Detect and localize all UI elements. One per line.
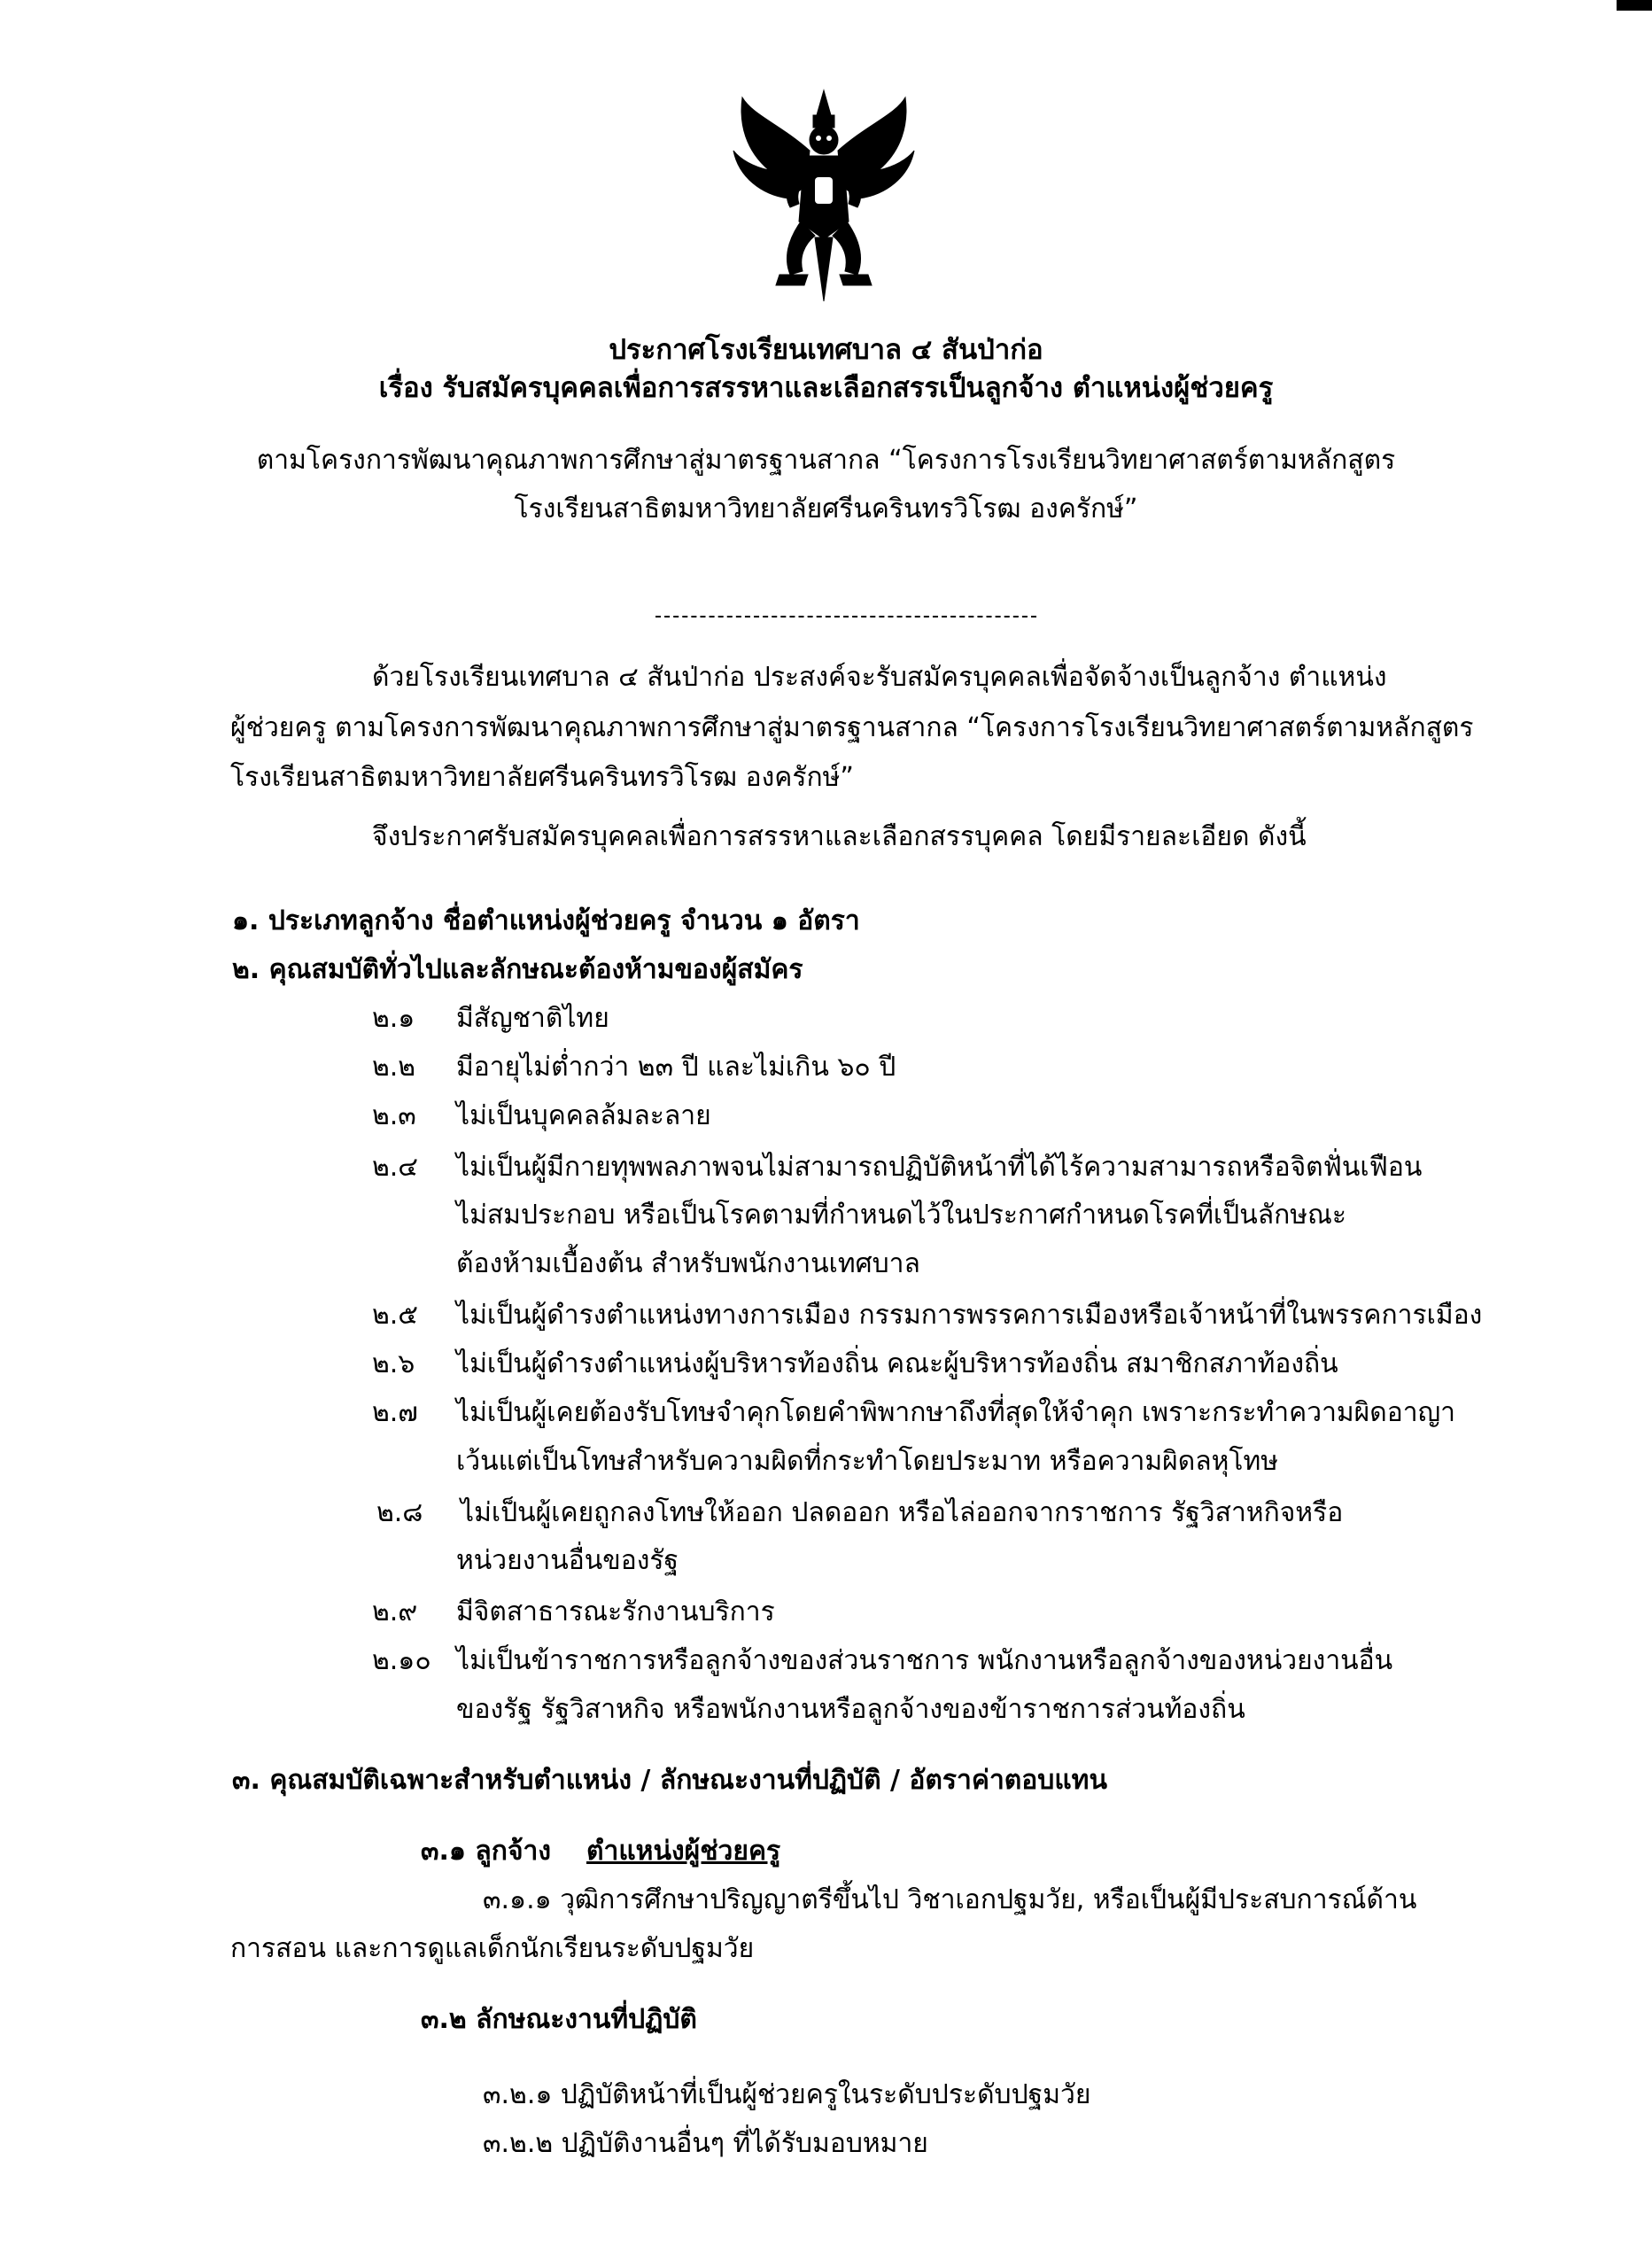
scan-corner-mark bbox=[1617, 0, 1652, 11]
header-divider bbox=[655, 616, 1036, 617]
announcement-title: ประกาศโรงเรียนเทศบาล ๔ สันป่าก่อ bbox=[609, 334, 1043, 366]
project-line-2: โรงเรียนสาธิตมหาวิทยาลัยศรีนครินทรวิโรฒ องครักษ์” bbox=[514, 493, 1138, 524]
item-2-10-line-2: ของรัฐ รัฐวิสาหกิจ หรือพนักงานหรือลูกจ้างของข้าราชการส่วนท้องถิ่น bbox=[456, 1694, 1245, 1725]
position-title: ตำแหน่งผู้ช่วยครู bbox=[586, 1836, 781, 1867]
garuda-emblem-icon bbox=[726, 89, 921, 310]
item-2-8: ๒.๘ ไม่เป็นผู้เคยถูกลงโทษให้ออก ปลดออก หรือไล่ออกจากราชการ รัฐวิสาหกิจหรือ bbox=[376, 1497, 1344, 1528]
intro-line-4: จึงประกาศรับสมัครบุคคลเพื่อการสรรหาและเลือกสรรบุคคล โดยมีรายละเอียด ดังนี้ bbox=[372, 821, 1307, 852]
item-2-9: ๒.๙ มีจิตสาธารณะรักงานบริการ bbox=[372, 1596, 775, 1627]
item-2-5: ๒.๕ ไม่เป็นผู้ดำรงตำแหน่งทางการเมือง กรรมการพรรคการเมืองหรือเจ้าหน้าที่ในพรรคการเมือง bbox=[372, 1300, 1483, 1331]
section-3-1-heading: ๓.๑ ลูกจ้าง ตำแหน่งผู้ช่วยครู bbox=[421, 1836, 781, 1867]
item-2-8-line-2: หน่วยงานอื่นของรัฐ bbox=[456, 1545, 679, 1576]
section-3-2-heading: ๓.๒ ลักษณะงานที่ปฏิบัติ bbox=[421, 2004, 697, 2035]
intro-line-1: ด้วยโรงเรียนเทศบาล ๔ สันป่าก่อ ประสงค์จะรับสมัครบุคคลเพื่อจัดจ้างเป็นลูกจ้าง ตำแหน่ง bbox=[372, 662, 1387, 693]
item-2-3: ๒.๓ ไม่เป็นบุคคลล้มละลาย bbox=[372, 1100, 711, 1131]
section-2-heading: ๒. คุณสมบัติทั่วไปและลักษณะต้องห้ามของผู้สมัคร bbox=[232, 954, 803, 985]
item-2-1: ๒.๑ มีสัญชาติไทย bbox=[372, 1003, 609, 1034]
item-2-2: ๒.๒ มีอายุไม่ต่ำกว่า ๒๓ ปี และไม่เกิน ๖๐ ปี bbox=[372, 1052, 896, 1083]
item-2-4: ๒.๔ ไม่เป็นผู้มีกายทุพพลภาพจนไม่สามารถปฏิบัติหน้าที่ได้ไร้ความสามารถหรือจิตฟั่นเฟือน bbox=[372, 1152, 1423, 1183]
item-2-4-line-2: ไม่สมประกอบ หรือเป็นโรคตามที่กำหนดไว้ในประกาศกำหนดโรคที่เป็นลักษณะ bbox=[456, 1200, 1346, 1231]
project-line-1: ตามโครงการพัฒนาคุณภาพการศึกษาสู่มาตรฐานสากล “โครงการโรงเรียนวิทยาศาสตร์ตามหลักสูตร bbox=[256, 445, 1396, 476]
item-3-2-2: ๓.๒.๒ ปฏิบัติงานอื่นๆ ที่ได้รับมอบหมาย bbox=[483, 2128, 928, 2159]
item-3-1-1: ๓.๑.๑ วุฒิการศึกษาปริญญาตรีขึ้นไป วิชาเอกปฐมวัย, หรือเป็นผู้มีประสบการณ์ด้าน bbox=[483, 1884, 1417, 1915]
section-1-heading: ๑. ประเภทลูกจ้าง ชื่อตำแหน่งผู้ช่วยครู จำนวน ๑ อัตรา bbox=[232, 905, 860, 936]
item-2-4-line-3: ต้องห้ามเบื้องต้น สำหรับพนักงานเทศบาล bbox=[456, 1248, 920, 1279]
intro-line-2: ผู้ช่วยครู ตามโครงการพัฒนาคุณภาพการศึกษาสู่มาตรฐานสากล “โครงการโรงเรียนวิทยาศาสตร์ตามหลักสูตร bbox=[230, 712, 1474, 743]
item-2-7-line-2: เว้นแต่เป็นโทษสำหรับความผิดที่กระทำโดยประมาท หรือความผิดลหุโทษ bbox=[456, 1446, 1279, 1477]
item-2-7: ๒.๗ ไม่เป็นผู้เคยต้องรับโทษจำคุกโดยคำพิพากษาถึงที่สุดให้จำคุก เพราะกระทำความผิดอาญา bbox=[372, 1397, 1456, 1428]
item-3-2-1: ๓.๒.๑ ปฏิบัติหน้าที่เป็นผู้ช่วยครูในระดับประดับปฐมวัย bbox=[483, 2079, 1091, 2110]
item-2-10: ๒.๑๐ ไม่เป็นข้าราชการหรือลูกจ้างของส่วนราชการ พนักงานหรือลูกจ้างของหน่วยงานอื่น bbox=[372, 1645, 1393, 1676]
intro-line-3: โรงเรียนสาธิตมหาวิทยาลัยศรีนครินทรวิโรฒ องครักษ์” bbox=[230, 762, 854, 793]
item-3-1-1-line-2: การสอน และการดูแลเด็กนักเรียนระดับปฐมวัย bbox=[230, 1933, 755, 1964]
section-3-heading: ๓. คุณสมบัติเฉพาะสำหรับตำแหน่ง / ลักษณะงานที่ปฏิบัติ / อัตราค่าตอบแทน bbox=[232, 1765, 1107, 1796]
item-2-6: ๒.๖ ไม่เป็นผู้ดำรงตำแหน่งผู้บริหารท้องถิ่น คณะผู้บริหารท้องถิ่น สมาชิกสภาท้องถิ่น bbox=[372, 1348, 1338, 1379]
announcement-subject: เรื่อง รับสมัครบุคคลเพื่อการสรรหาและเลือกสรรเป็นลูกจ้าง ตำแหน่งผู้ช่วยครู bbox=[378, 372, 1274, 404]
